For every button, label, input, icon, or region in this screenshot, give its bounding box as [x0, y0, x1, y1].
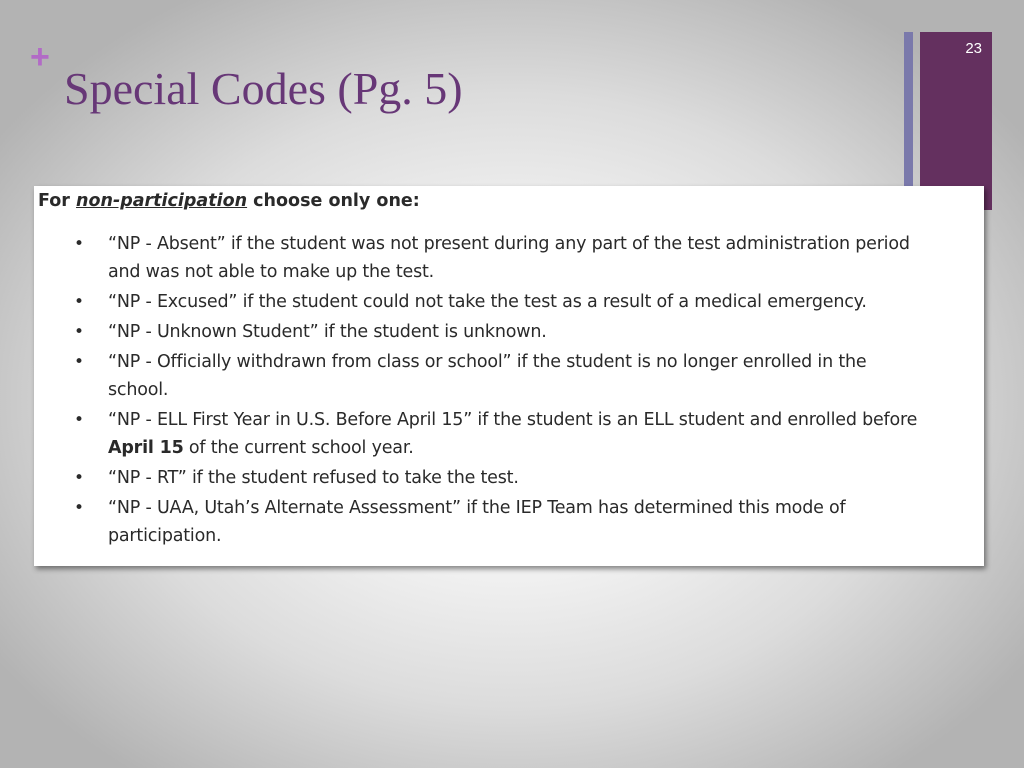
- bullet-icon: •: [74, 468, 84, 488]
- intro-prefix: For: [38, 191, 76, 211]
- list-item: [74, 494, 924, 550]
- bullet-icon: •: [74, 498, 84, 518]
- intro-emphasis: non-participation: [76, 191, 248, 211]
- list-item-text: “NP - ELL First Year in U.S. Before April 15” if the student is an ELL student and enrolled before: [108, 410, 918, 430]
- bullet-icon: •: [74, 292, 84, 312]
- bullet-icon: •: [74, 322, 84, 342]
- list-item-text: “NP - UAA, Utah’s Alternate Assessment” if the IEP Team has determined this mode of participation.: [108, 498, 846, 546]
- content-image-box: [34, 186, 984, 566]
- bullet-icon: •: [74, 352, 84, 372]
- list-item: [74, 464, 924, 492]
- accent-bar-thin: [904, 32, 913, 186]
- intro-suffix: choose only one:: [247, 191, 420, 211]
- list-item: [74, 406, 924, 462]
- slide-title: Special Codes (Pg. 5): [64, 63, 463, 114]
- bullet-icon: •: [74, 410, 84, 430]
- code-list: [38, 230, 924, 550]
- accent-bar-wide: [920, 32, 992, 210]
- list-item: [74, 348, 924, 404]
- list-item: [74, 318, 924, 346]
- list-item-text: “NP - Absent” if the student was not present during any part of the test administration period and was not able to make up the test.: [108, 234, 910, 282]
- plus-icon: +: [30, 38, 50, 76]
- list-item: [74, 230, 924, 286]
- list-item-text: “NP - Excused” if the student could not take the test as a result of a medical emergency.: [108, 292, 867, 312]
- list-item-text: “NP - RT” if the student refused to take the test.: [108, 468, 519, 488]
- intro-line: [38, 186, 924, 214]
- list-item-bold-date: April 15: [108, 438, 184, 458]
- list-item: [74, 288, 924, 316]
- slide-number: 23: [965, 40, 982, 57]
- list-item-text: “NP - Unknown Student” if the student is unknown.: [108, 322, 547, 342]
- bullet-icon: •: [74, 234, 84, 254]
- list-item-text-after: of the current school year.: [183, 438, 414, 458]
- list-item-text: “NP - Officially withdrawn from class or school” if the student is no longer enrolled in the school.: [108, 352, 867, 400]
